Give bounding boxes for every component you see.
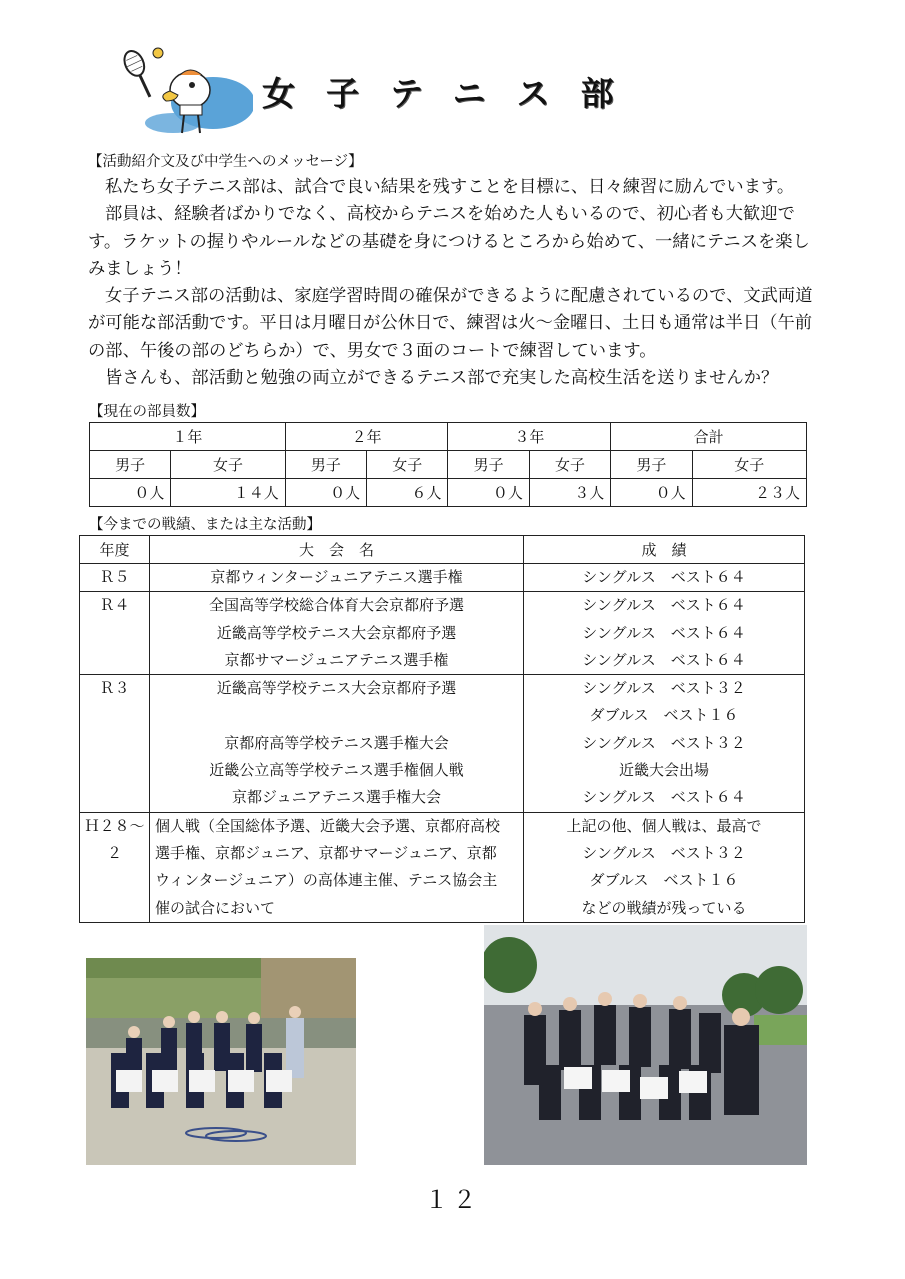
grade-header: ３年	[448, 423, 611, 451]
event-name: 選手権、京都ジュニア、京都サマージュニア、京都	[155, 843, 497, 862]
year-header: 年度	[80, 536, 150, 564]
grade-header: ２年	[285, 423, 448, 451]
gender-header: 女子	[171, 451, 285, 479]
table-row	[90, 451, 807, 479]
tennis-mascot-logo	[118, 45, 253, 140]
members-label: 【現在の部員数】	[89, 404, 205, 420]
event-name: 個人戦（全国総体予選、近畿大会予選、京都府高校	[155, 816, 501, 835]
team-photo-outdoor	[484, 925, 807, 1165]
year-cell: Ｒ５	[99, 568, 130, 586]
member-count: ０人	[611, 479, 692, 507]
event-name: 近畿高等学校テニス大会京都府予選	[216, 623, 457, 642]
table-row	[80, 675, 805, 812]
event-name: 京都サマージュニアテニス選手権	[224, 650, 449, 669]
year-cell: ２	[106, 843, 122, 862]
table-row	[80, 592, 805, 675]
member-count: ３人	[529, 479, 610, 507]
event-name: ウィンタージュニア）の高体連主催、テニス協会主	[155, 871, 498, 890]
table-row	[90, 479, 807, 507]
gender-header: 男子	[285, 451, 366, 479]
intro-label: 【活動紹介文及び中学生へのメッセージ】	[88, 154, 363, 170]
member-count: ６人	[367, 479, 448, 507]
result-text: シングルス ベスト３２	[582, 843, 746, 862]
event-name: 京都ウィンタージュニアテニス選手権	[210, 568, 463, 586]
year-cell: Ｒ３	[99, 679, 130, 698]
result-text: シングルス ベスト３２	[582, 679, 746, 698]
intro-section	[88, 150, 823, 392]
result-text: シングルス ベスト６４	[582, 788, 746, 807]
year-cell: Ｈ２８～	[84, 816, 145, 835]
event-name: 近畿公立高等学校テニス選手権個人戦	[209, 761, 464, 780]
result-text: シングルス ベスト３２	[582, 733, 746, 752]
grade-header: １年	[90, 423, 286, 451]
intro-paragraph: 部員は、経験者ばかりでなく、高校からテニスを始めた人もいるので、初心者も大歓迎です。ラケットの握りやルールなどの基礎を身につけるところから始めて、一緒にテニスを楽しみましょう！	[88, 204, 810, 279]
event-name: 京都府高等学校テニス選手権大会	[224, 733, 449, 752]
grade-header: 合計	[611, 423, 807, 451]
result-text: シングルス ベスト６４	[582, 568, 746, 586]
year-cell: Ｒ４	[99, 596, 130, 615]
member-count: １４人	[171, 479, 285, 507]
intro-paragraph: 皆さんも、部活動と勉強の両立ができるテニス部で充実した高校生活を送りませんか？	[105, 368, 779, 389]
event-name	[150, 702, 523, 729]
member-count: ０人	[90, 479, 171, 507]
gender-header: 女子	[367, 451, 448, 479]
event-name: 京都ジュニアテニス選手権大会	[231, 788, 442, 807]
page-title: 女子テニス部	[262, 74, 645, 113]
intro-paragraph: 私たち女子テニス部は、試合で良い結果を残すことを目標に、日々練習に励んでいます。	[105, 177, 795, 197]
table-row	[90, 423, 807, 451]
result-text: 上記の他、個人戦は、最高で	[566, 816, 762, 835]
team-photo-court	[86, 958, 356, 1165]
results-label: 【今までの戦績、または主な活動】	[89, 517, 321, 533]
gender-header: 男子	[90, 451, 171, 479]
table-row	[80, 564, 805, 592]
result-text: ダブルス ベスト１６	[589, 706, 739, 725]
event-name: 催の試合において	[155, 898, 276, 917]
gender-header: 男子	[448, 451, 529, 479]
table-row	[80, 536, 805, 564]
page-number: １２	[424, 1186, 481, 1214]
gender-header: 女子	[529, 451, 610, 479]
event-name: 近畿高等学校テニス大会京都府予選	[216, 679, 457, 698]
gender-header: 女子	[692, 451, 806, 479]
result-text: シングルス ベスト６４	[582, 650, 746, 669]
intro-paragraph: 女子テニス部の活動は、家庭学習時間の確保ができるように配慮されているので、文武両道が可能な部活動です。平日は月曜日が公休日で、練習は火～金曜日、土日も通常は半日（午前の部、午後の部のどちらか）で、男女で３面のコートで練習しています。	[88, 286, 813, 361]
members-table	[89, 422, 807, 507]
result-text: などの戦績が残っている	[581, 898, 747, 917]
gender-header: 男子	[611, 451, 692, 479]
results-table	[79, 535, 805, 923]
table-row	[80, 812, 805, 922]
member-count: ２３人	[692, 479, 806, 507]
result-text: 近畿大会出場	[618, 761, 709, 780]
result-text: シングルス ベスト６４	[582, 596, 746, 615]
result-text: ダブルス ベスト１６	[589, 871, 739, 890]
result-text: シングルス ベスト６４	[582, 623, 746, 642]
result-header: 成 績	[524, 536, 805, 564]
event-name: 全国高等学校総合体育大会京都府予選	[208, 596, 464, 615]
member-count: ０人	[285, 479, 366, 507]
member-count: ０人	[448, 479, 529, 507]
event-header: 大 会 名	[150, 536, 524, 564]
